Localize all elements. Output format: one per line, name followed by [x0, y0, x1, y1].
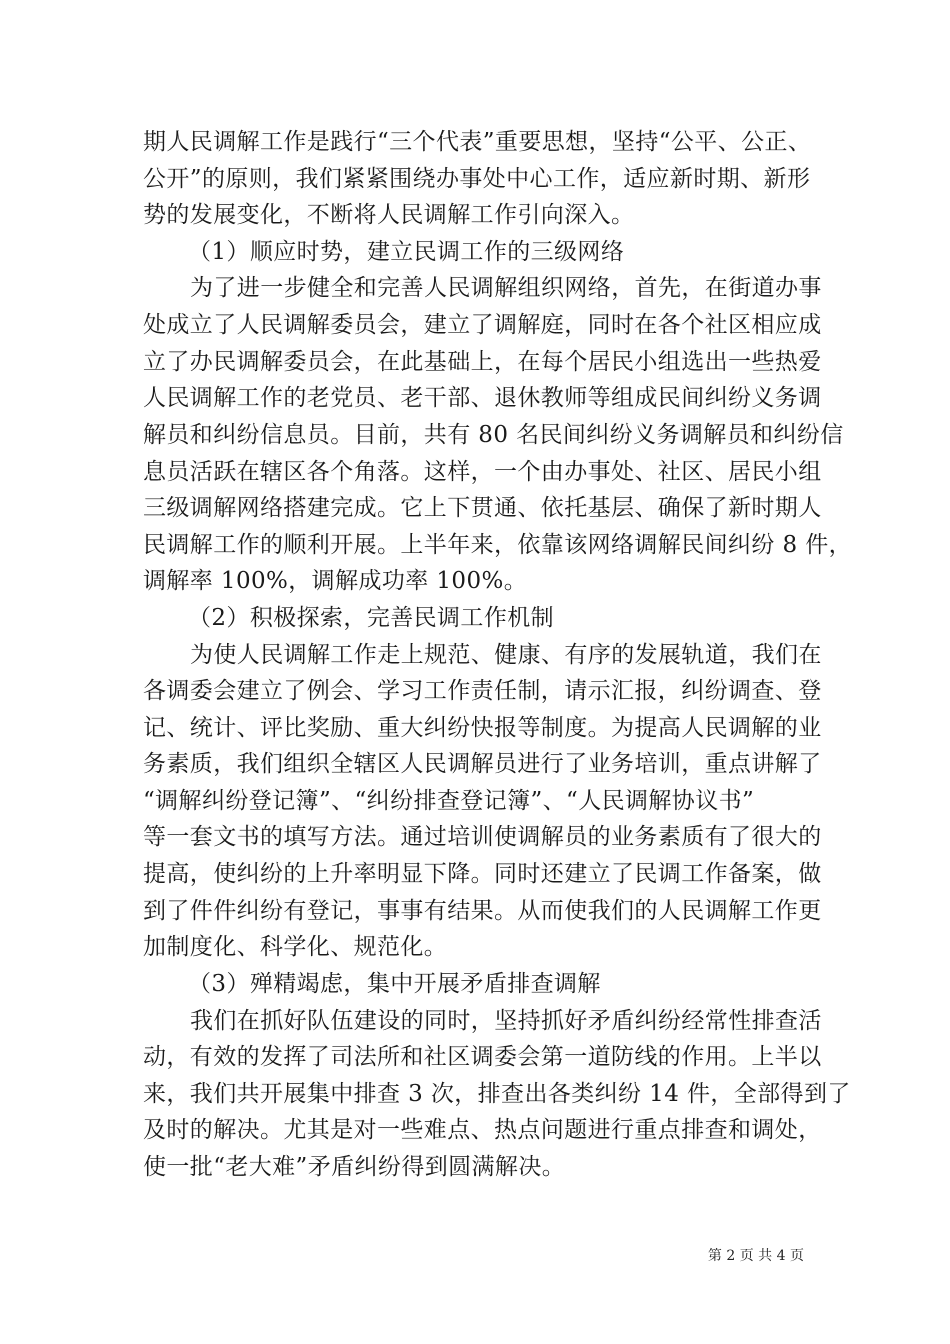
page-number-footer: 第 2 页 共 4 页: [707, 1248, 804, 1264]
body-text-line: 记、统计、评比奖励、重大纠纷快报等制度。为提高人民调解的业: [143, 715, 822, 741]
body-text-line: 各调委会建立了例会、学习工作责任制，请示汇报，纠纷调查、登: [143, 678, 822, 704]
body-text-line: 及时的解决。尤其是对一些难点、热点问题进行重点排查和调处，: [143, 1117, 822, 1143]
section-heading-3: （3）殚精竭虑，集中开展矛盾排查调解: [188, 971, 601, 997]
body-text-line: 提高，使纠纷的上升率明显下降。同时还建立了民调工作备案，做: [143, 861, 822, 887]
body-text-line: 来，我们共开展集中排查 3 次，排查出各类纠纷 14 件，全部得到了: [143, 1081, 851, 1107]
body-text-line: 动，有效的发挥了司法所和社区调委会第一道防线的作用。上半以: [143, 1044, 822, 1070]
body-text-line: 处成立了人民调解委员会，建立了调解庭，同时在各个社区相应成: [143, 312, 822, 338]
body-text-line: 为使人民调解工作走上规范、健康、有序的发展轨道，我们在: [190, 642, 822, 668]
section-heading-2: （2）积极探索，完善民调工作机制: [188, 605, 555, 631]
body-text-line: 到了件件纠纷有登记，事事有结果。从而使我们的人民调解工作更: [143, 898, 822, 924]
body-text-line: 三级调解网络搭建完成。它上下贯通、依托基层、确保了新时期人: [143, 495, 822, 521]
body-text-line: 解员和纠纷信息员。目前，共有 80 名民间纠纷义务调解员和纠纷信: [143, 422, 844, 448]
section-heading-1: （1）顺应时势，建立民调工作的三级网络: [188, 239, 625, 265]
body-text-line: 等一套文书的填写方法。通过培训使调解员的业务素质有了很大的: [143, 824, 822, 850]
body-text-line: 调解率 100%，调解成功率 100%。: [143, 568, 528, 594]
body-text-line: 务素质，我们组织全辖区人民调解员进行了业务培训，重点讲解了: [143, 751, 822, 777]
body-text-line: 期人民调解工作是践行“三个代表”重要思想，坚持“公平、公正、: [143, 129, 812, 155]
body-text-line: 息员活跃在辖区各个角落。这样，一个由办事处、社区、居民小组: [143, 459, 822, 485]
body-text-line: 使一批“老大难”矛盾纠纷得到圆满解决。: [143, 1154, 566, 1180]
body-text-line: 立了办民调解委员会，在此基础上，在每个居民小组选出一些热爱: [143, 349, 822, 375]
body-text-line: 为了进一步健全和完善人民调解组织网络，首先，在街道办事: [190, 275, 822, 301]
body-text-line: 人民调解工作的老党员、老干部、退休教师等组成民间纠纷义务调: [143, 385, 822, 411]
body-text-line: “调解纠纷登记簿”、“纠纷排查登记簿”、“人民调解协议书”: [143, 788, 755, 814]
body-text-line: 我们在抓好队伍建设的同时，坚持抓好矛盾纠纷经常性排查活: [190, 1008, 822, 1034]
body-text-line: 势的发展变化，不断将人民调解工作引向深入。: [143, 202, 635, 228]
body-text-line: 民调解工作的顺利开展。上半年来，依靠该网络调解民间纠纷 8 件，: [143, 532, 853, 558]
body-text-line: 加制度化、科学化、规范化。: [143, 934, 448, 960]
body-text-line: 公开”的原则，我们紧紧围绕办事处中心工作，适应新时期、新形: [143, 166, 811, 192]
